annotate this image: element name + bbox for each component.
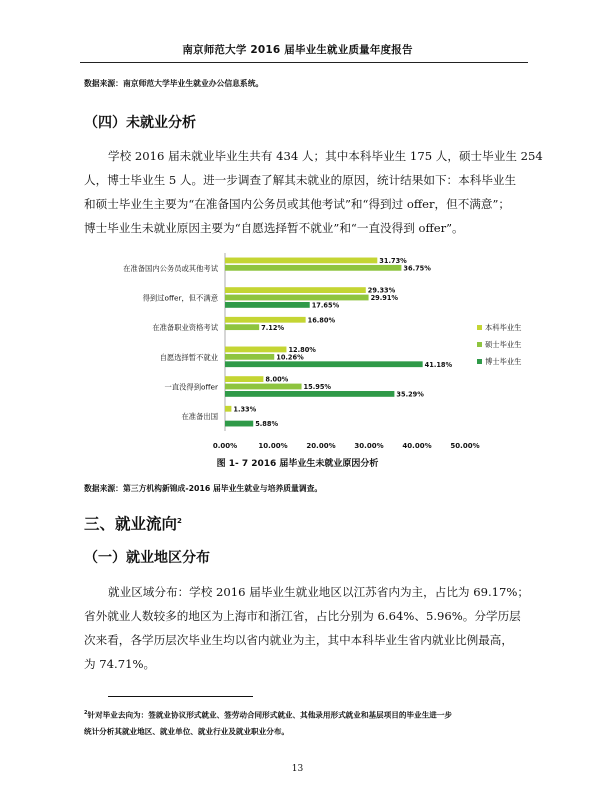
paragraph-line: 次来看，各学历层次毕业生均以省内就业为主，其中本科毕业生省内就业比例最高， [84, 633, 513, 647]
paragraph-line: 省外就业人数较多的地区为上海市和浙江省，占比分别为 6.64%、5.96%。分学历层 [84, 609, 521, 623]
chart-data-label: 5.88% [255, 420, 279, 429]
paragraph-region [84, 580, 529, 680]
data-source-bottom: 数据来源：第三方机构新锦成-2016 届毕业生就业与培养质量调查。 [84, 484, 323, 493]
chart-bar [225, 258, 377, 264]
chart-data-label: 35.29% [396, 390, 424, 399]
chart-bar [225, 295, 369, 301]
paragraph-line: 学校 2016 届未就业毕业生共有 434 人；其中本科毕业生 175 人，硕士毕业生 254 [108, 149, 543, 163]
chart-legend-swatch [477, 325, 482, 330]
chart-category-label: 在准备国内公务员或其他考试 [123, 263, 218, 273]
footnote-text: 针对毕业去向为：签就业协议形式就业、签劳动合同形式就业、其他录用形式就业和基层项目的毕业生进一步 [87, 710, 452, 720]
chart-bar [225, 317, 306, 323]
chart-data-label: 41.18% [424, 360, 453, 369]
chart-legend-label: 硕士毕业生 [485, 340, 522, 349]
header-title: 南京师范大学 2016 届毕业生就业质量年度报告 [182, 44, 413, 56]
chart-data-label: 16.80% [307, 316, 336, 325]
chart-data-label: 8.00% [265, 375, 289, 384]
chart-data-label: 10.26% [276, 353, 304, 362]
chart-x-tick-label: 20.00% [306, 442, 336, 450]
chart-bar [225, 302, 310, 308]
chart-data-label: 1.33% [233, 405, 257, 414]
chart-bar [225, 391, 394, 397]
chart-data-label: 31.73% [379, 257, 407, 266]
section-heading-unemployed: （四）未就业分析 [84, 115, 196, 131]
paragraph-line: 人，博士毕业生 5 人。进一步调查了解其未就业的原因，统计结果如下：本科毕业生 [84, 173, 517, 187]
paragraph-line: 就业区域分布：学校 2016 届毕业生就业地区以江苏省内为主，占比为 69.17%； [108, 585, 529, 599]
chart-bar [225, 384, 302, 390]
page-number: 13 [291, 764, 304, 774]
chart-category-label: 在准备出国 [181, 412, 218, 422]
chart-x-tick-label: 40.00% [402, 442, 432, 450]
chart-legend-label: 本科毕业生 [485, 323, 522, 332]
chart-bar [225, 406, 231, 412]
footnote-reference: 2 [177, 516, 182, 525]
footnote-line [84, 705, 524, 724]
figure-caption: 图 1- 7 2016 届毕业生未就业原因分析 [216, 459, 379, 469]
chart-data-label: 36.75% [403, 264, 431, 273]
chart-bar [225, 287, 366, 293]
chart-category-label: 自愿选择暂不就业 [159, 352, 218, 362]
paragraph-line: 博士毕业生未就业原因主要为“自愿选择暂不就业”和“一直没得到 offer”。 [84, 221, 464, 235]
chart-bar [225, 347, 286, 353]
chart-data-label: 15.95% [303, 383, 332, 392]
chart-legend-label: 博士毕业生 [485, 357, 522, 366]
section-heading-region: （一）就业地区分布 [84, 550, 210, 566]
chart-data-label: 7.12% [261, 323, 285, 332]
section-heading-flow [84, 512, 182, 534]
chart-legend-swatch [477, 342, 482, 347]
footnote-rule [108, 696, 253, 697]
chart-bar [225, 354, 274, 360]
chart-bar [225, 324, 259, 330]
paragraph-line: 为 74.71%。 [84, 657, 156, 671]
footnote-mark: 2 [84, 710, 88, 716]
chart-data-label: 17.65% [311, 301, 340, 310]
chart-bar [225, 376, 263, 382]
chart-data-label: 29.33% [367, 286, 396, 295]
chart-data-label: 29.91% [370, 294, 399, 303]
footnote-line: 统计分析其就业地区、就业单位、就业行业及就业职业分布。 [84, 726, 290, 736]
chart-category-label: 在准备职业资格考试 [152, 323, 218, 333]
data-source-top: 数据来源：南京师范大学毕业生就业办公信息系统。 [84, 79, 264, 88]
chart-legend-swatch [477, 359, 482, 364]
chart-bar [225, 361, 423, 367]
section-heading-flow-text: 三、就业流向 [84, 515, 178, 533]
chart-bar [225, 265, 401, 271]
chart-category-label: 一直没得到offer [164, 382, 218, 392]
chart-x-tick-label: 50.00% [450, 442, 480, 450]
chart-category-label: 得到过offer，但不满意 [142, 293, 218, 303]
chart-x-tick-label: 30.00% [354, 442, 384, 450]
footnote [84, 705, 524, 740]
chart-x-tick-label: 10.00% [258, 442, 288, 450]
chart-bar [225, 421, 253, 427]
chart-x-tick-label: 0.00% [212, 442, 238, 450]
chart-data-label: 12.80% [288, 346, 316, 355]
paragraph-line: 和硕士毕业生主要为“在准备国内公务员或其他考试”和“得到过 offer，但不满意”； [84, 197, 511, 211]
